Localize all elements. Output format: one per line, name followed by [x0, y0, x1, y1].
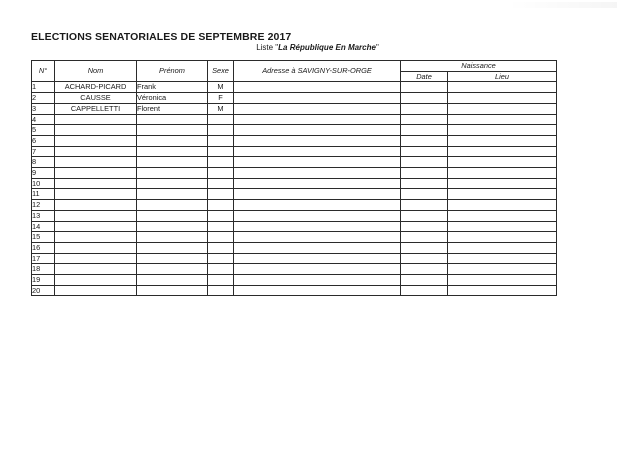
- cell-prenom: [137, 114, 208, 125]
- header-sexe: Sexe: [208, 61, 234, 82]
- cell-lieu: [448, 253, 557, 264]
- cell-adresse: [234, 135, 401, 146]
- cell-prenom: [137, 242, 208, 253]
- cell-lieu: [448, 125, 557, 136]
- cell-sexe: F: [208, 93, 234, 104]
- cell-sexe: [208, 168, 234, 179]
- cell-nom: [55, 114, 137, 125]
- table-row: [32, 221, 557, 232]
- cell-adresse: [234, 168, 401, 179]
- header-row-top: [32, 61, 557, 72]
- cell-num: 9: [32, 168, 55, 179]
- table-row: [32, 200, 557, 211]
- cell-nom: [55, 285, 137, 296]
- cell-date: [401, 275, 448, 286]
- cell-sexe: [208, 135, 234, 146]
- cell-lieu: [448, 275, 557, 286]
- table-row: [32, 157, 557, 168]
- cell-prenom: [137, 178, 208, 189]
- cell-date: [401, 264, 448, 275]
- cell-lieu: [448, 178, 557, 189]
- header-num: N°: [32, 61, 55, 82]
- cell-adresse: [234, 178, 401, 189]
- cell-sexe: [208, 221, 234, 232]
- cell-prenom: [137, 157, 208, 168]
- cell-nom: [55, 146, 137, 157]
- page-title: ELECTIONS SENATORIALES DE SEPTEMBRE 2017: [31, 31, 292, 43]
- cell-num: 17: [32, 253, 55, 264]
- header-lieu: Lieu: [448, 71, 557, 82]
- cell-date: [401, 125, 448, 136]
- cell-num: 10: [32, 178, 55, 189]
- cell-num: 18: [32, 264, 55, 275]
- cell-sexe: [208, 189, 234, 200]
- list-subtitle: [0, 43, 625, 52]
- header-nom: Nom: [55, 61, 137, 82]
- cell-nom: [55, 178, 137, 189]
- cell-nom: [55, 200, 137, 211]
- cell-adresse: [234, 275, 401, 286]
- cell-date: [401, 146, 448, 157]
- cell-adresse: [234, 264, 401, 275]
- candidates-table: [31, 60, 557, 296]
- cell-prenom: [137, 253, 208, 264]
- cell-num: 1: [32, 82, 55, 93]
- cell-adresse: [234, 103, 401, 114]
- cell-num: 11: [32, 189, 55, 200]
- cell-date: [401, 285, 448, 296]
- cell-num: 20: [32, 285, 55, 296]
- table-row: [32, 82, 557, 93]
- cell-num: 2: [32, 93, 55, 104]
- cell-adresse: [234, 200, 401, 211]
- cell-sexe: [208, 253, 234, 264]
- cell-nom: [55, 264, 137, 275]
- cell-sexe: [208, 242, 234, 253]
- cell-lieu: [448, 242, 557, 253]
- header-date: Date: [401, 71, 448, 82]
- cell-lieu: [448, 168, 557, 179]
- cell-adresse: [234, 189, 401, 200]
- header-adresse: Adresse à SAVIGNY-SUR-ORGE: [234, 61, 401, 82]
- cell-lieu: [448, 103, 557, 114]
- cell-date: [401, 168, 448, 179]
- cell-adresse: [234, 242, 401, 253]
- cell-sexe: [208, 200, 234, 211]
- cell-lieu: [448, 200, 557, 211]
- cell-prenom: [137, 232, 208, 243]
- cell-sexe: [208, 157, 234, 168]
- cell-nom: CAUSSE: [55, 93, 137, 104]
- cell-nom: [55, 232, 137, 243]
- cell-date: [401, 189, 448, 200]
- table-row: [32, 114, 557, 125]
- cell-num: 15: [32, 232, 55, 243]
- cell-prenom: Véronica: [137, 93, 208, 104]
- cell-date: [401, 93, 448, 104]
- table-row: [32, 146, 557, 157]
- cell-prenom: [137, 125, 208, 136]
- table-row: [32, 189, 557, 200]
- cell-nom: [55, 253, 137, 264]
- subtitle-prefix: Liste ": [256, 43, 279, 52]
- cell-date: [401, 200, 448, 211]
- header-prenom: Prénom: [137, 61, 208, 82]
- cell-adresse: [234, 82, 401, 93]
- cell-sexe: M: [208, 82, 234, 93]
- cell-prenom: [137, 275, 208, 286]
- cell-prenom: [137, 285, 208, 296]
- cell-date: [401, 253, 448, 264]
- cell-sexe: M: [208, 103, 234, 114]
- cell-date: [401, 232, 448, 243]
- table-row: [32, 242, 557, 253]
- scan-artifact: [507, 2, 617, 8]
- table-row: [32, 125, 557, 136]
- table-row: [32, 168, 557, 179]
- cell-num: 8: [32, 157, 55, 168]
- cell-adresse: [234, 93, 401, 104]
- cell-num: 3: [32, 103, 55, 114]
- table-row: [32, 93, 557, 104]
- cell-num: 16: [32, 242, 55, 253]
- cell-adresse: [234, 114, 401, 125]
- cell-adresse: [234, 146, 401, 157]
- table-row: [32, 275, 557, 286]
- cell-date: [401, 242, 448, 253]
- cell-num: 5: [32, 125, 55, 136]
- table-row: [32, 285, 557, 296]
- cell-prenom: [137, 135, 208, 146]
- cell-lieu: [448, 157, 557, 168]
- cell-sexe: [208, 275, 234, 286]
- table-row: [32, 264, 557, 275]
- cell-prenom: [137, 146, 208, 157]
- cell-prenom: [137, 189, 208, 200]
- cell-prenom: [137, 168, 208, 179]
- cell-num: 6: [32, 135, 55, 146]
- table-row: [32, 232, 557, 243]
- cell-num: 4: [32, 114, 55, 125]
- cell-adresse: [234, 125, 401, 136]
- cell-prenom: Frank: [137, 82, 208, 93]
- cell-lieu: [448, 93, 557, 104]
- cell-sexe: [208, 125, 234, 136]
- cell-nom: [55, 210, 137, 221]
- header-naissance: Naissance: [401, 61, 557, 72]
- cell-num: 13: [32, 210, 55, 221]
- table-row: [32, 253, 557, 264]
- cell-lieu: [448, 114, 557, 125]
- cell-num: 14: [32, 221, 55, 232]
- table-row: [32, 135, 557, 146]
- cell-lieu: [448, 221, 557, 232]
- cell-date: [401, 135, 448, 146]
- cell-nom: CAPPELLETTI: [55, 103, 137, 114]
- table-row: [32, 103, 557, 114]
- cell-prenom: [137, 221, 208, 232]
- cell-date: [401, 157, 448, 168]
- cell-date: [401, 114, 448, 125]
- cell-num: 12: [32, 200, 55, 211]
- cell-prenom: [137, 210, 208, 221]
- cell-prenom: Florent: [137, 103, 208, 114]
- cell-nom: [55, 157, 137, 168]
- cell-nom: [55, 135, 137, 146]
- cell-prenom: [137, 264, 208, 275]
- cell-adresse: [234, 253, 401, 264]
- cell-num: 19: [32, 275, 55, 286]
- cell-sexe: [208, 210, 234, 221]
- cell-lieu: [448, 82, 557, 93]
- cell-adresse: [234, 221, 401, 232]
- cell-nom: [55, 189, 137, 200]
- cell-sexe: [208, 285, 234, 296]
- cell-date: [401, 178, 448, 189]
- table-row: [32, 178, 557, 189]
- cell-lieu: [448, 285, 557, 296]
- cell-date: [401, 82, 448, 93]
- subtitle-suffix: ": [375, 43, 379, 52]
- cell-nom: [55, 275, 137, 286]
- cell-date: [401, 210, 448, 221]
- cell-adresse: [234, 157, 401, 168]
- cell-lieu: [448, 264, 557, 275]
- cell-adresse: [234, 210, 401, 221]
- cell-nom: ACHARD-PICARD: [55, 82, 137, 93]
- cell-lieu: [448, 232, 557, 243]
- cell-nom: [55, 125, 137, 136]
- cell-sexe: [208, 264, 234, 275]
- cell-sexe: [208, 146, 234, 157]
- cell-num: 7: [32, 146, 55, 157]
- cell-lieu: [448, 210, 557, 221]
- cell-lieu: [448, 135, 557, 146]
- cell-adresse: [234, 232, 401, 243]
- cell-prenom: [137, 200, 208, 211]
- cell-date: [401, 103, 448, 114]
- table-row: [32, 210, 557, 221]
- cell-nom: [55, 242, 137, 253]
- cell-date: [401, 221, 448, 232]
- cell-sexe: [208, 232, 234, 243]
- cell-lieu: [448, 146, 557, 157]
- cell-nom: [55, 221, 137, 232]
- cell-adresse: [234, 285, 401, 296]
- list-name: La République En Marche: [278, 43, 376, 52]
- cell-lieu: [448, 189, 557, 200]
- cell-sexe: [208, 178, 234, 189]
- cell-nom: [55, 168, 137, 179]
- table-body: [32, 82, 557, 296]
- cell-sexe: [208, 114, 234, 125]
